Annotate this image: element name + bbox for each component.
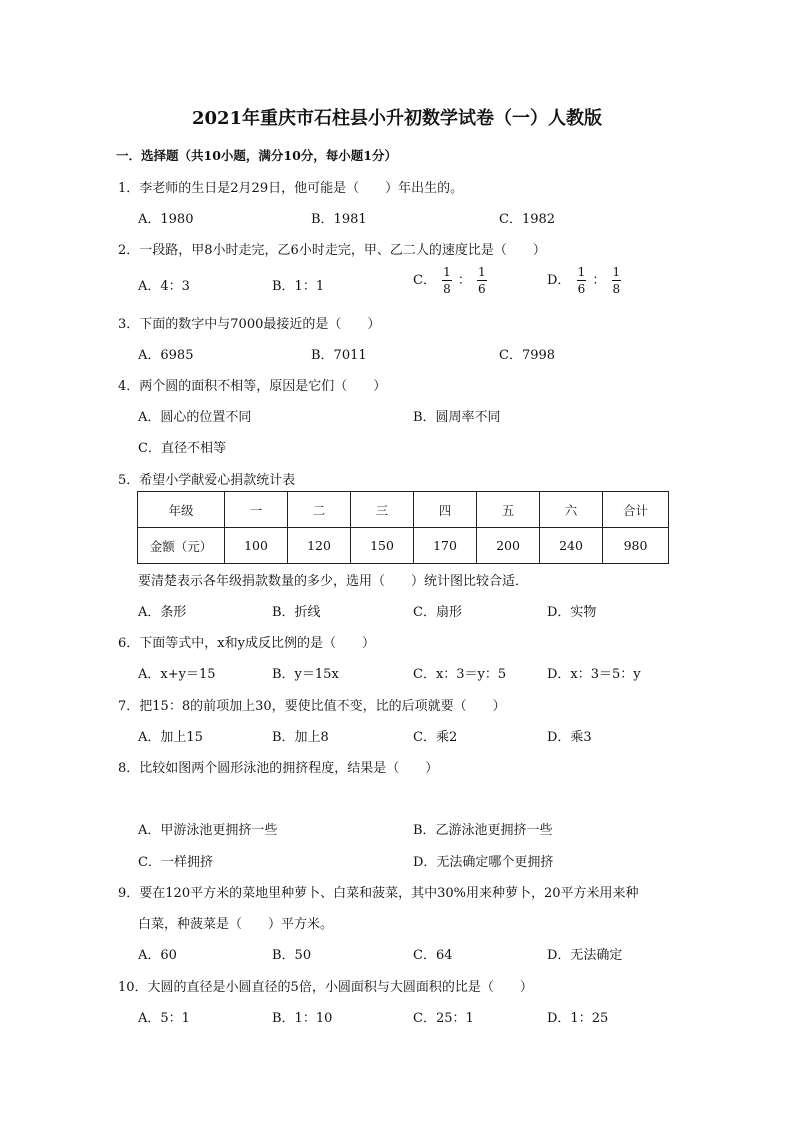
- q3-option-a: A．6985: [138, 348, 194, 363]
- q10-option-c: C．25：1: [413, 1011, 474, 1026]
- table-cell: 240: [540, 528, 603, 564]
- table-cell: 120: [288, 528, 351, 564]
- table-cell: 四: [414, 492, 477, 528]
- question-4: 4．两个圆的面积不相等，原因是它们（ ）: [118, 379, 387, 394]
- q2-d-sep: ：: [592, 273, 606, 288]
- table-header-row: [138, 492, 669, 528]
- q2-d-fraction-2: [612, 266, 622, 295]
- table-cell: 150: [351, 528, 414, 564]
- table-cell: 980: [603, 528, 669, 564]
- question-9-continued: 白菜，种菠菜是（ ）平方米。: [138, 917, 334, 932]
- q8-option-b: B．乙游泳池更拥挤一些: [413, 823, 553, 838]
- q3-option-c: C．7998: [499, 348, 556, 363]
- table-cell: 六: [540, 492, 603, 528]
- q6-option-b: B．y＝15x: [272, 667, 339, 682]
- q2-c-fraction-1: [442, 266, 452, 295]
- question-10: 10．大圆的直径是小圆直径的5倍，小圆面积与大圆面积的比是（ ）: [118, 980, 533, 995]
- q9-option-b: B．50: [272, 948, 312, 963]
- q2-d-den-1: 6: [577, 282, 586, 296]
- table-cell: 200: [477, 528, 540, 564]
- q9-option-d: D．无法确定: [547, 948, 623, 963]
- q2-c-num-1: 1: [443, 265, 451, 279]
- table-cell: 金额（元）: [138, 528, 225, 564]
- q4-option-c: C．直径不相等: [138, 441, 226, 456]
- q2-c-fraction-2: [477, 266, 487, 295]
- q1-option-c: C．1982: [499, 212, 556, 227]
- question-3: 3．下面的数字中与7000最接近的是（ ）: [118, 317, 381, 332]
- question-1: 1．李老师的生日是2月29日，他可能是（ ）年出生的。: [118, 181, 464, 196]
- q4-option-b: B．圆周率不同: [413, 410, 501, 425]
- q7-option-c: C．乘2: [413, 730, 458, 745]
- table-cell: 合计: [603, 492, 669, 528]
- q2-d-prefix: D．: [547, 273, 571, 288]
- q2-c-num-2: 1: [478, 265, 486, 279]
- q5-option-a: A．条形: [138, 605, 187, 620]
- q10-option-b: B．1：10: [272, 1011, 333, 1026]
- q2-option-b: B．1：1: [272, 279, 325, 294]
- q2-d-num-2: 1: [612, 265, 621, 279]
- q3-option-b: B．7011: [311, 348, 367, 363]
- q2-d-num-1: 1: [577, 265, 586, 279]
- question-9: 9．要在120平方米的菜地里种萝卜、白菜和菠菜，其中30%用来种萝卜，20平方米用来种: [118, 886, 639, 901]
- q9-option-a: A．60: [138, 948, 177, 963]
- q2-d-den-2: 8: [612, 282, 621, 296]
- q6-option-a: A．x+y＝15: [138, 667, 216, 682]
- question-2: 2．一段路，甲8小时走完，乙6小时走完，甲、乙二人的速度比是（ ）: [118, 243, 546, 258]
- question-5: 5．希望小学献爱心捐款统计表: [118, 473, 296, 488]
- q8-option-a: A．甲游泳池更拥挤一些: [138, 823, 278, 838]
- q1-option-a: A．1980: [138, 212, 194, 227]
- question-6: 6．下面等式中，x和y成反比例的是（ ）: [118, 636, 375, 651]
- q1-option-b: B．1981: [311, 212, 367, 227]
- q2-c-den-1: 8: [443, 282, 451, 296]
- table-cell: 二: [288, 492, 351, 528]
- table-cell: 一: [225, 492, 288, 528]
- table-row: [138, 528, 669, 564]
- q6-option-d: D．x：3＝5：y: [547, 667, 641, 682]
- question-8: 8．比较如图两个圆形泳池的拥挤程度，结果是（ ）: [118, 761, 439, 776]
- table-cell: 五: [477, 492, 540, 528]
- q2-c-den-2: 6: [478, 282, 486, 296]
- q6-option-c: C．x：3＝y：5: [413, 667, 507, 682]
- q7-option-d: D．乘3: [547, 730, 592, 745]
- table-cell: 170: [414, 528, 477, 564]
- question-7: 7．把15：8的前项加上30，要使比值不变，比的后项就要（ ）: [118, 699, 506, 714]
- table-cell: 三: [351, 492, 414, 528]
- q7-option-b: B．加上8: [272, 730, 329, 745]
- q7-option-a: A．加上15: [138, 730, 203, 745]
- q2-c-sep: ：: [457, 273, 471, 288]
- q2-d-fraction-1: [577, 266, 587, 295]
- donation-table: [137, 491, 669, 564]
- q2-option-c: [413, 266, 489, 295]
- q2-option-d: [547, 266, 623, 295]
- q8-option-c: C．一样拥挤: [138, 855, 213, 870]
- page-title: 2021年重庆市石柱县小升初数学试卷（一）人教版: [191, 108, 603, 129]
- q4-option-a: A．圆心的位置不同: [138, 410, 252, 425]
- q10-option-d: D．1：25: [547, 1011, 609, 1026]
- q5-option-d: D．实物: [547, 605, 597, 620]
- section-heading: 一．选择题（共10小题，满分10分，每小题1分）: [116, 148, 397, 163]
- q2-c-prefix: C．: [413, 273, 436, 288]
- table-cell: 100: [225, 528, 288, 564]
- q5-option-c: C．扇形: [413, 605, 462, 620]
- q10-option-a: A．5：1: [138, 1011, 190, 1026]
- q5-option-b: B．折线: [272, 605, 321, 620]
- q2-option-a: A．4：3: [138, 279, 190, 294]
- q5-follow-text: 要清楚表示各年级捐款数量的多少，选用（ ）统计图比较合适．: [138, 574, 529, 589]
- q8-option-d: D．无法确定哪个更拥挤: [413, 855, 554, 870]
- q9-option-c: C．64: [413, 948, 453, 963]
- table-cell: 年级: [138, 492, 225, 528]
